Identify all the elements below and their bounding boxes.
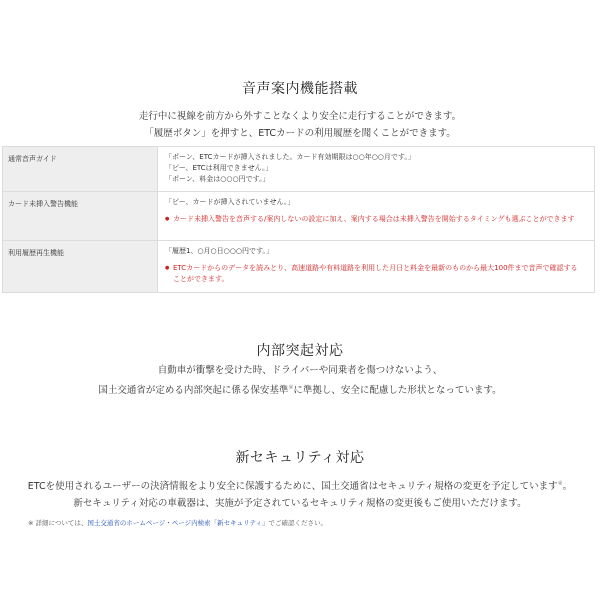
crash-section-title: 内部突起対応 xyxy=(256,343,344,359)
row-label-history-playback: 利用履歴再生機能 xyxy=(3,241,158,293)
crash-note-mark: ※ xyxy=(288,384,294,391)
voice-description xyxy=(0,108,600,142)
mlit-search-link[interactable]: 国土交通省のホームページ・ページ内検索「新セキュリティ」 xyxy=(87,519,269,527)
quote-card-not-inserted: 「ピー、カードが挿入されていません。」 xyxy=(165,198,295,206)
security-desc-line-1-text: ETCを使用されるユーザーの決済情報をより安全に保護するために、国土交通省はセキュリティ規格の変更を予定しています xyxy=(27,481,558,493)
quote-history: 「履歴1、○月○日○○○円です。」 xyxy=(165,247,273,255)
security-desc-line-1-end: 。 xyxy=(562,481,573,493)
voice-feature-table xyxy=(2,146,595,293)
footnote-suffix: でご確認ください。 xyxy=(268,519,327,527)
row-label-normal-guide: 通常音声ガイド xyxy=(3,147,158,192)
crash-desc-line-2 xyxy=(0,379,600,399)
quote-fee: 「ポーン、料金は○○○円です。」 xyxy=(165,175,270,183)
security-desc-line-1 xyxy=(0,475,600,495)
table-row-normal-guide xyxy=(3,147,595,192)
row-body-history-playback xyxy=(158,241,595,293)
voice-desc-line-2: 「履歴ボタン」を押すと、ETCカードの利用履歴を聞くことができます。 xyxy=(144,128,456,139)
crash-desc-line-1: 自動車が衝撃を受けた時、ドライバーや同乗者を傷つけないよう、 xyxy=(157,365,443,376)
crash-desc-line-2-text: 国土交通省が定める内部突起に係る保安基準 xyxy=(98,385,289,397)
security-note-mark: ※ xyxy=(557,480,563,487)
quote-etc-unavailable: 「ピー、ETCは利用できません。」 xyxy=(165,164,273,172)
quote-card-inserted: 「ポーン、ETCカードが挿入されました。カード有効期限は○○年○○月です。」 xyxy=(165,153,415,161)
voice-desc-line-1: 走行中に視線を前方から外すことなくより安全に走行することができます。 xyxy=(138,111,462,122)
note-card-warning: ● カード未挿入警告を音声する/案内しないの設定に加え、案内する場合は未挿入警告を開始するタイミングも選ぶことができます xyxy=(165,214,594,225)
crash-description xyxy=(0,362,600,399)
security-desc-line-2: 新セキュリティ対応の車載器は、実施が予定されているセキュリティ規格の変更後もご使用いただけます。 xyxy=(73,498,527,510)
row-body-card-warning xyxy=(158,192,595,241)
row-label-card-warning: カード未挿入警告機能 xyxy=(3,192,158,241)
table-row-card-warning xyxy=(3,192,595,241)
voice-section-title: 音声案内機能搭載 xyxy=(242,81,358,97)
table-row-history-playback xyxy=(3,241,595,293)
crash-desc-line-2-end: に準拠し、安全に配慮した形状となっています。 xyxy=(293,385,502,397)
footnote-prefix: ※ 詳細については、 xyxy=(28,519,88,527)
note-history-playback: ● ETCカードからのデータを読みとり、高速道路や有料道路を利用した月日と料金を最新のものから最大100件まで音声で確認することができます。 xyxy=(165,263,594,285)
security-section-title: 新セキュリティ対応 xyxy=(235,450,365,466)
row-body-normal-guide xyxy=(158,147,595,192)
footnote xyxy=(28,518,327,527)
security-description xyxy=(0,475,600,512)
